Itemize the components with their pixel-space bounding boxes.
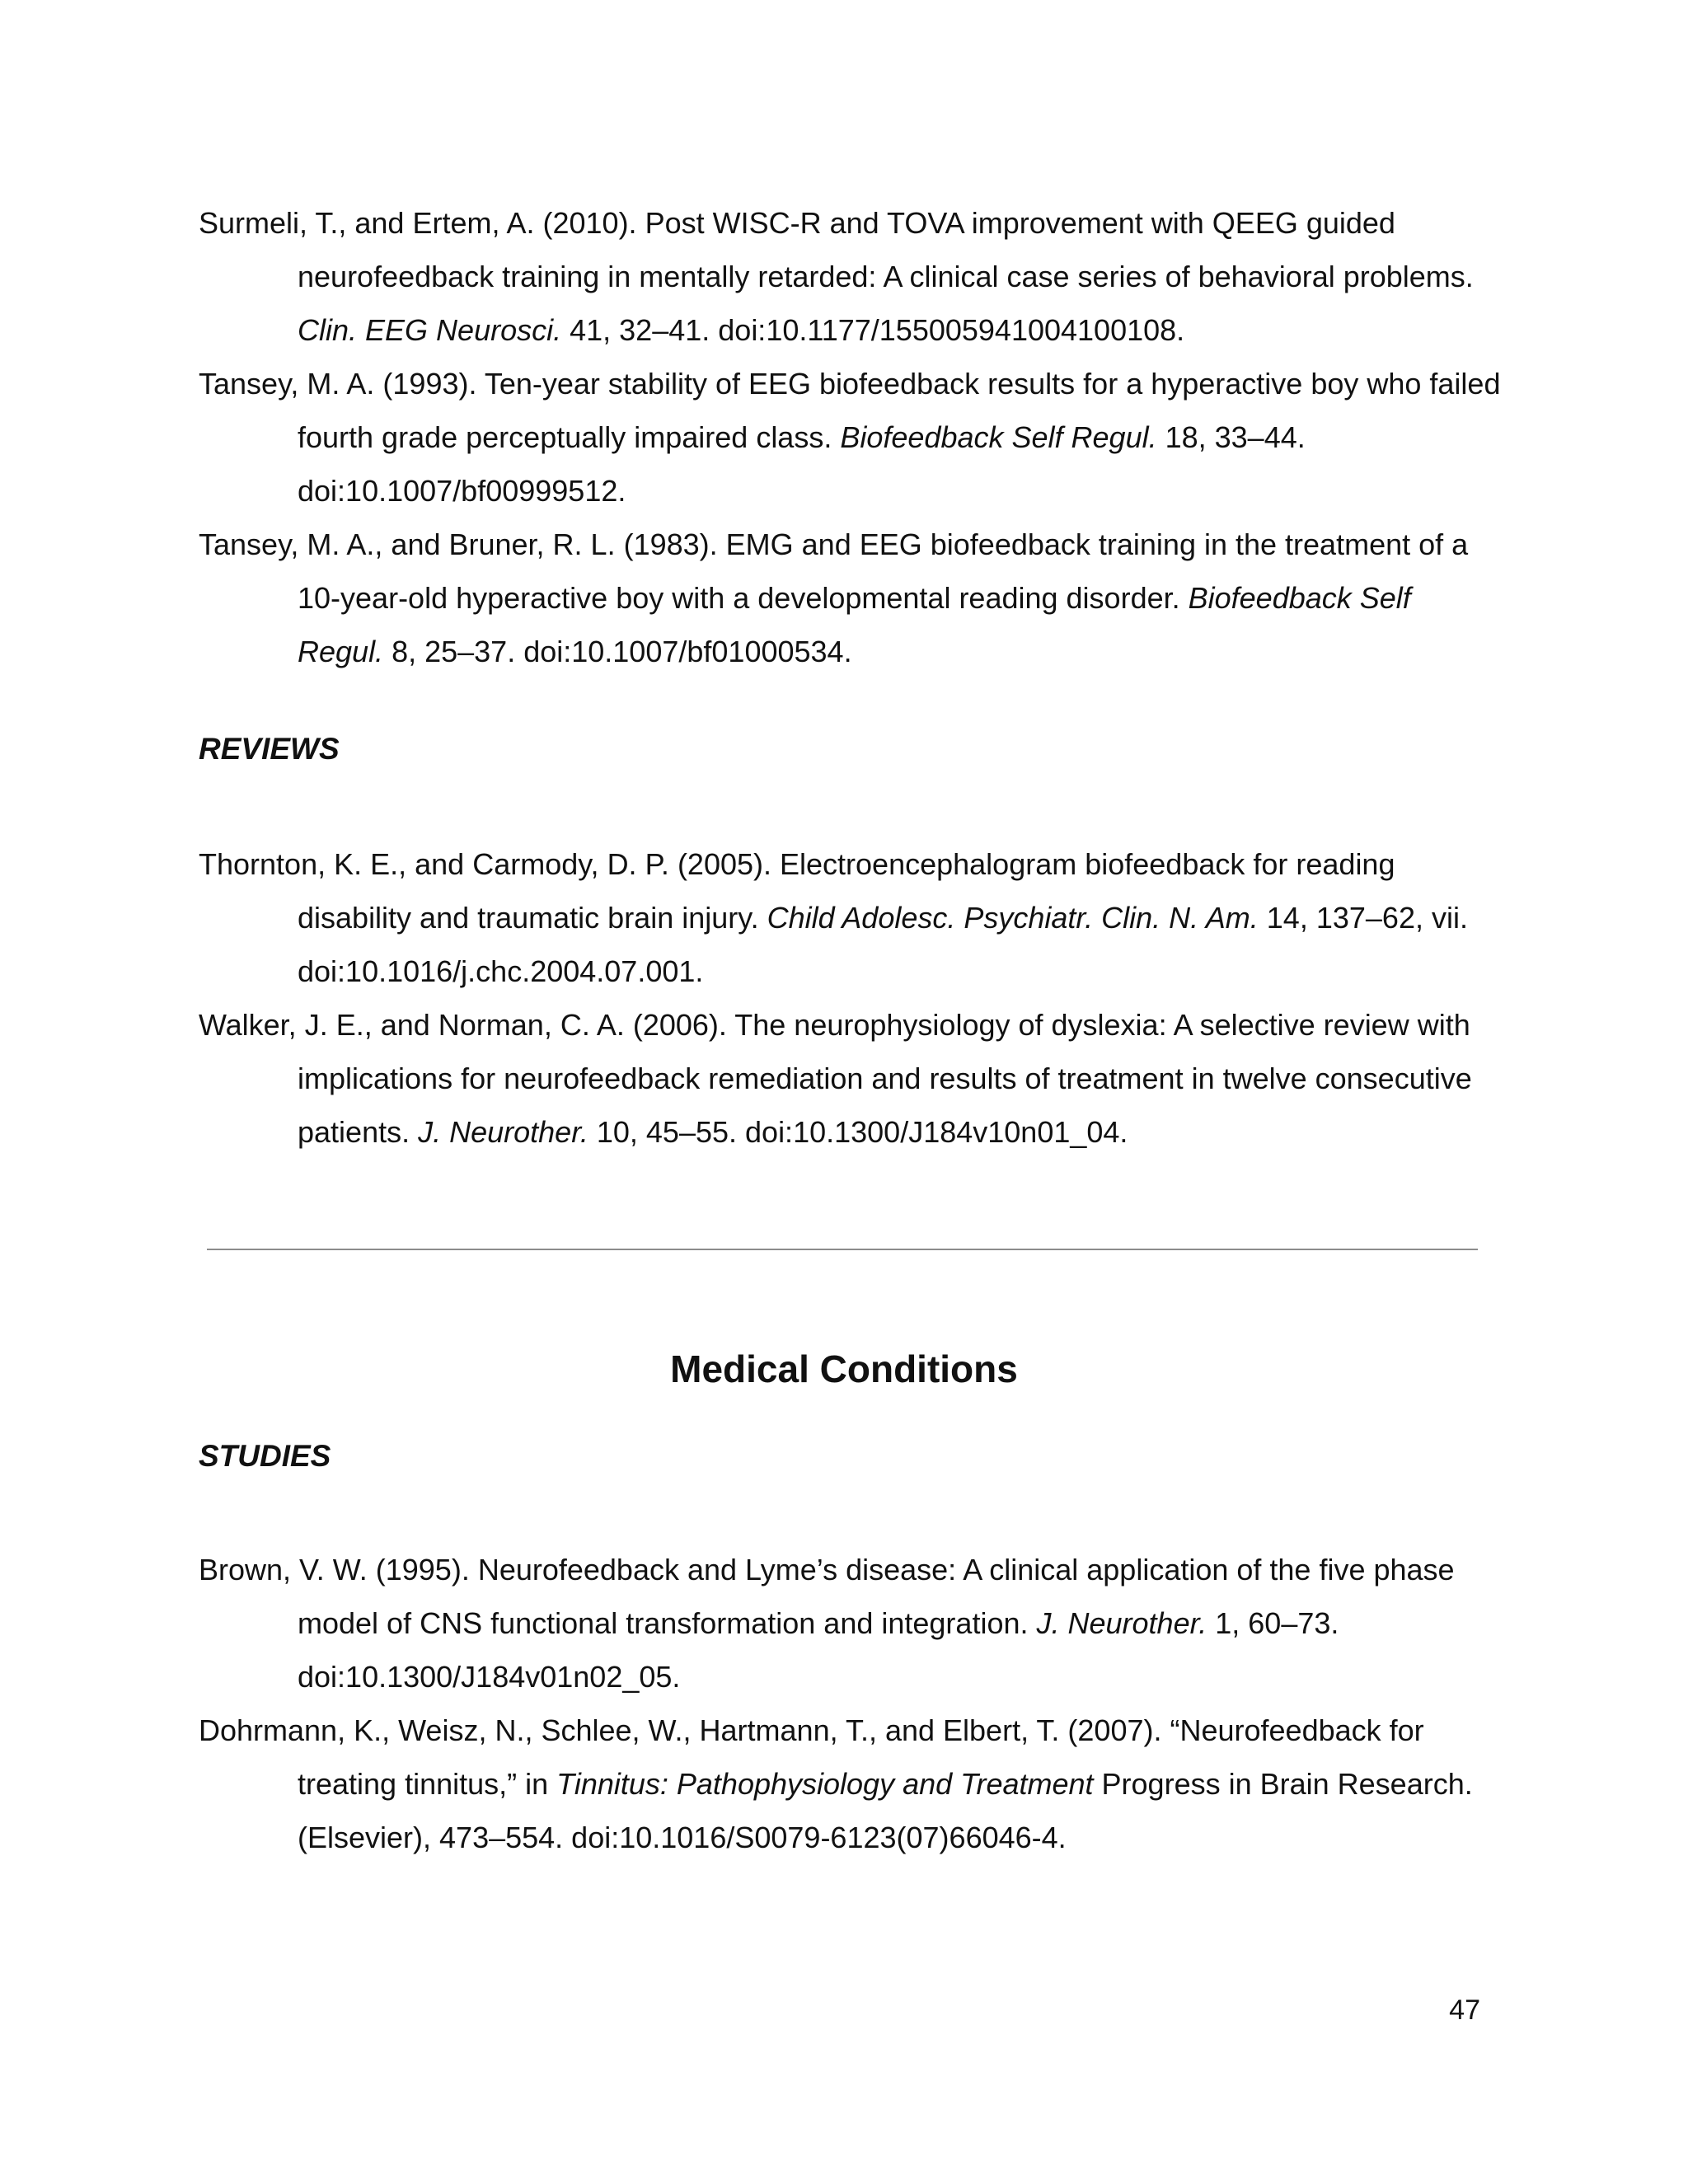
section-divider <box>207 1249 1478 1250</box>
reference-details: 14, 137–62, vii. doi:10.1016/j.chc.2004.07.001. <box>298 901 1468 988</box>
reference-details: 8, 25–37. doi:10.1007/bf01000534. <box>383 635 852 668</box>
reference-text: Tansey, M. A., and Bruner, R. L. (1983). EMG and EEG biofeedback training in the treatment of a 10-year-old hyperactive boy with a developmental reading disorder. <box>199 527 1469 615</box>
reference-entry <box>199 837 1501 998</box>
studies-heading: STUDIES <box>199 1439 331 1473</box>
reference-entry <box>199 357 1501 518</box>
reference-entry <box>199 196 1501 357</box>
reference-details: Progress in Brain Research. (Elsevier), 473–554. doi:10.1016/S0079-6123(07)66046-4. <box>298 1767 1473 1854</box>
reference-details: 41, 32–41. doi:10.1177/155005941004100108. <box>561 313 1185 347</box>
reference-details: 10, 45–55. doi:10.1300/J184v10n01_04. <box>588 1115 1128 1149</box>
journal-name: Biofeedback Self Regul. <box>840 420 1157 454</box>
section-title: Medical Conditions <box>670 1347 1018 1390</box>
reference-entry <box>199 1704 1501 1864</box>
reference-text: Surmeli, T., and Ertem, A. (2010). Post WISC-R and TOVA improvement with QEEG guided neurofeedback training in mentally retarded: A clinical case series of behavioral problems. <box>199 206 1474 293</box>
reference-text: Thornton, K. E., and Carmody, D. P. (2005). Electroencephalogram biofeedback for reading disability and traumatic brain injury. <box>199 847 1395 935</box>
journal-name: Biofeedback Self Regul. <box>298 581 1411 668</box>
journal-name: J. Neurother. <box>418 1115 588 1149</box>
reference-list-top <box>199 196 1501 678</box>
reference-entry <box>199 518 1501 678</box>
reference-text: Brown, V. W. (1995). Neurofeedback and Lyme’s disease: A clinical application of the five phase model of CNS functional transformation and integration. <box>199 1553 1455 1640</box>
reference-list-reviews <box>199 837 1501 1159</box>
reference-entry <box>199 998 1501 1159</box>
reference-entry <box>199 1543 1501 1704</box>
reference-text: Tansey, M. A. (1993). Ten-year stability of EEG biofeedback results for a hyperactive boy who failed fourth grade perceptually impaired class. <box>199 367 1501 454</box>
reference-text: Walker, J. E., and Norman, C. A. (2006). The neurophysiology of dyslexia: A selective review with implications for neurofeedback remediation and results of treatment in twelve consecutive patients. <box>199 1008 1472 1149</box>
reviews-heading: REVIEWS <box>199 732 340 766</box>
reference-details: 18, 33–44. doi:10.1007/bf00999512. <box>298 420 1306 508</box>
reference-list-studies <box>199 1543 1501 1864</box>
reference-details: 1, 60–73. doi:10.1300/J184v01n02_05. <box>298 1606 1339 1694</box>
reference-text: Dohrmann, K., Weisz, N., Schlee, W., Hartmann, T., and Elbert, T. (2007). “Neurofeedback for treating tinnitus,” in <box>199 1713 1424 1801</box>
journal-name: Clin. EEG Neurosci. <box>298 313 562 347</box>
book-title: Tinnitus: Pathophysiology and Treatment <box>556 1767 1094 1801</box>
page-number: 47 <box>1449 1994 1480 2026</box>
journal-name: J. Neurother. <box>1036 1606 1207 1640</box>
journal-name: Child Adolesc. Psychiatr. Clin. N. Am. <box>767 901 1259 935</box>
